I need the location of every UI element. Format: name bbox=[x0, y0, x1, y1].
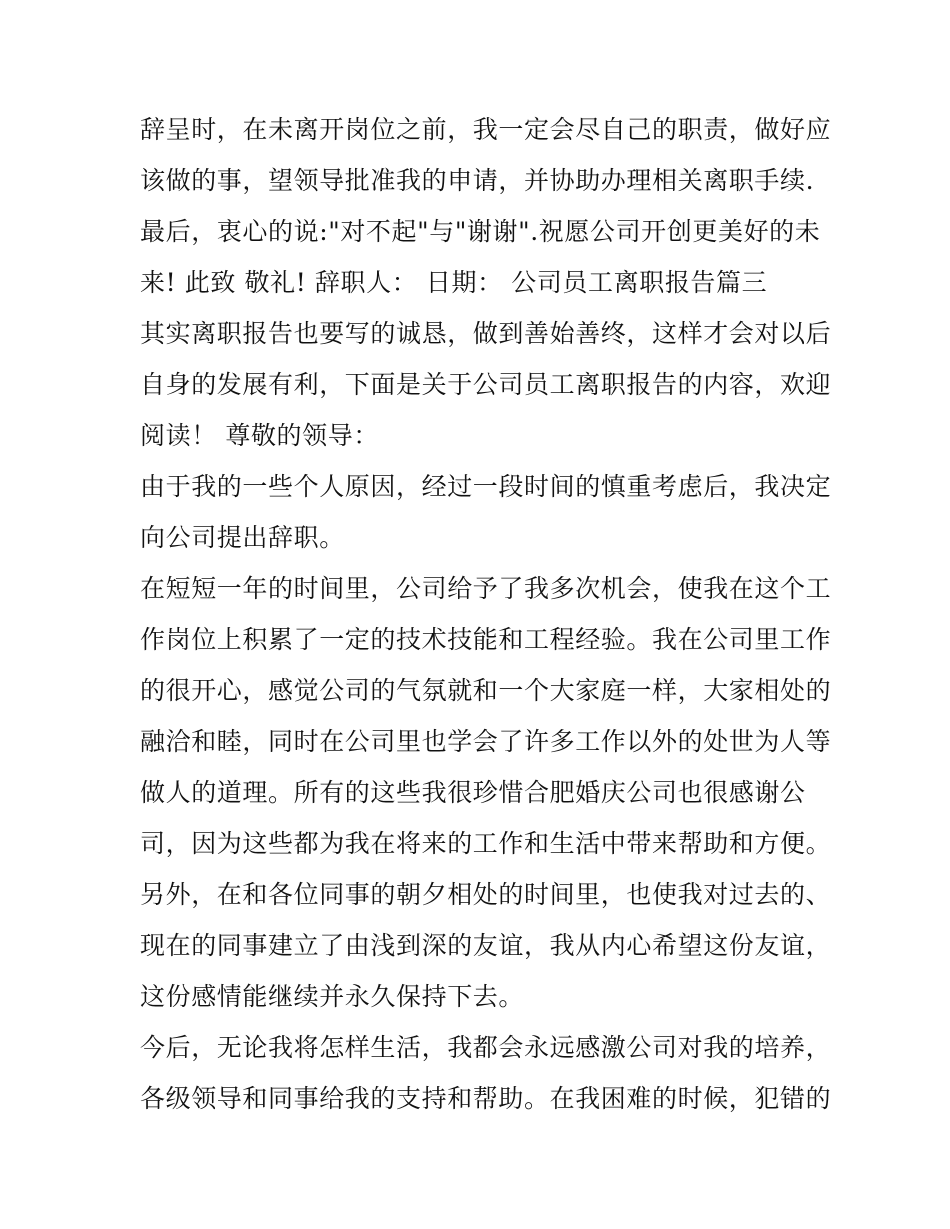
text-line: 辞呈时，在未离开岗位之前，我一定会尽自己的职责，做好应 bbox=[140, 115, 832, 144]
text-line: 融洽和睦，同时在公司里也学会了许多工作以外的处世为人等 bbox=[140, 727, 832, 756]
text-line: 今后，无论我将怎样生活，我都会永远感激公司对我的培养， bbox=[140, 1033, 832, 1062]
text-line: 其实离职报告也要写的诚恳，做到善始善终，这样才会对以后 bbox=[140, 319, 832, 348]
text-line: 由于我的一些个人原因，经过一段时间的慎重考虑后，我决定 bbox=[140, 472, 832, 501]
text-line: 各级领导和同事给我的支持和帮助。在我困难的时候，犯错的 bbox=[140, 1084, 832, 1113]
text-line: 现在的同事建立了由浅到深的友谊，我从内心希望这份友谊， bbox=[140, 931, 832, 960]
text-line: 作岗位上积累了一定的技术技能和工程经验。我在公司里工作 bbox=[140, 625, 832, 654]
text-line: 另外，在和各位同事的朝夕相处的时间里，也使我对过去的、 bbox=[140, 880, 832, 909]
text-line: 该做的事，望领导批准我的申请，并协助办理相关离职手续. bbox=[140, 166, 815, 195]
text-line: 阅读！ 尊敬的领导： bbox=[140, 421, 379, 450]
document-body bbox=[140, 104, 832, 1124]
text-line: 这份感情能继续并永久保持下去。 bbox=[140, 982, 525, 1011]
text-line: 司，因为这些都为我在将来的工作和生活中带来帮助和方便。 bbox=[140, 829, 832, 858]
text-line: 做人的道理。所有的这些我很珍惜合肥婚庆公司也很感谢公 bbox=[140, 778, 806, 807]
text-line: 的很开心，感觉公司的气氛就和一个大家庭一样，大家相处的 bbox=[140, 676, 832, 705]
text-line: 自身的发展有利，下面是关于公司员工离职报告的内容，欢迎 bbox=[140, 370, 832, 399]
text-line: 最后，衷心的说:"对不起"与"谢谢".祝愿公司开创更美好的未 bbox=[140, 217, 821, 246]
text-line: 来! 此致 敬礼! 辞职人： 日期： 公司员工离职报告篇三 bbox=[140, 268, 768, 297]
text-line: 在短短一年的时间里，公司给予了我多次机会，使我在这个工 bbox=[140, 574, 832, 603]
text-line: 向公司提出辞职。 bbox=[140, 523, 345, 552]
